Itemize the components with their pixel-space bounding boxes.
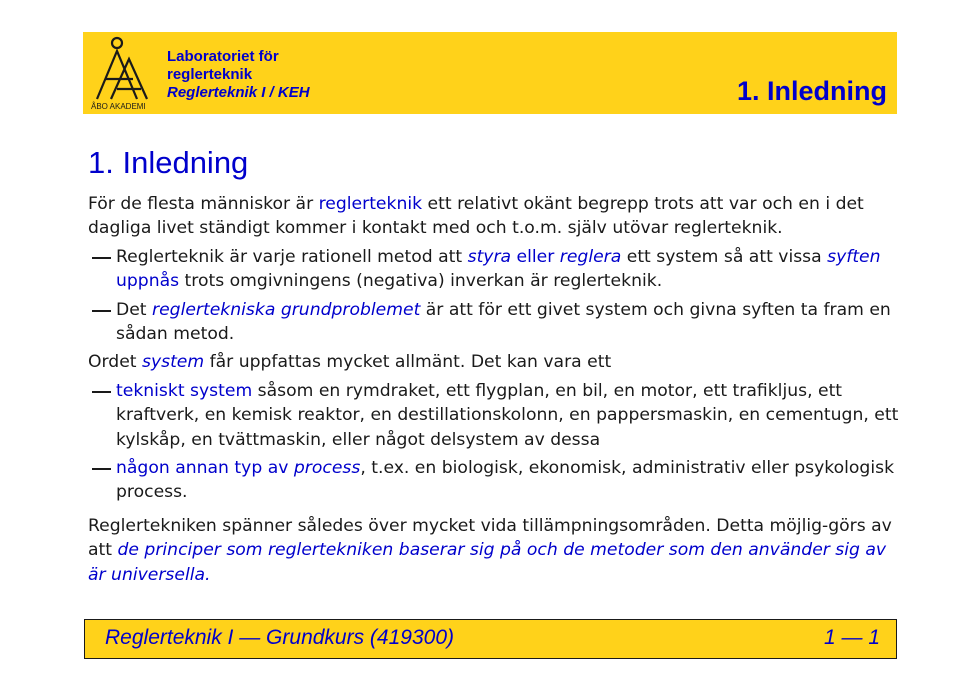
bullet-item-definition <box>88 245 903 294</box>
bullet-item-technical <box>88 379 903 452</box>
org-block <box>167 48 310 102</box>
intro-paragraph <box>88 192 903 241</box>
text-run: Ordet <box>88 352 142 373</box>
term-tekniskt-system: tekniskt system <box>116 380 253 401</box>
dash-icon <box>92 257 111 259</box>
closing-paragraph <box>88 514 903 587</box>
text-run: Det <box>116 299 153 320</box>
footer-page-number: 1 — 1 <box>823 626 880 649</box>
text-run: ett system så att vissa <box>621 246 828 267</box>
bullet-item-problem <box>88 298 903 347</box>
term-annan-typ: någon annan typ av <box>116 458 294 479</box>
footer-course: Reglerteknik I — Grundkurs (419300) <box>105 626 454 649</box>
dash-icon <box>92 391 111 393</box>
text-run: eller <box>511 246 560 267</box>
term-syften: syften <box>827 246 881 267</box>
org-line1: Laboratoriet för <box>167 48 279 65</box>
footer-bar <box>84 619 897 659</box>
term-reglera: reglera <box>559 246 622 267</box>
text-run: trots omgivningens (negativa) inverkan är reglerteknik. <box>179 271 663 292</box>
dash-icon <box>92 310 111 312</box>
header-band <box>83 32 897 114</box>
term-system: system <box>141 352 205 373</box>
page-title: 1. Inledning <box>88 145 249 180</box>
term-reglerteknik: reglerteknik <box>318 194 423 214</box>
term-process: process <box>293 458 361 479</box>
system-paragraph <box>88 350 903 374</box>
text-run: såsom en rymdraket, ett flygplan, en bil, en motor, ett trafikljus, ett kraftverk, en kemisk reaktor, en destillationskolonn, en pappersmaskin, en cementugn, ett kylskåp, en tvättmaskin, eller något delsystem av dessa <box>116 380 899 450</box>
term-grundproblemet: reglertekniska grundproblemet <box>152 299 421 320</box>
bullet-item-process <box>88 456 903 505</box>
text-run: får uppfattas mycket allmänt. Det kan vara ett <box>204 352 612 373</box>
text-run: Reglertekniken spänner således över mycket vida tillämpningsområden. Detta möjlig-görs av att <box>88 515 892 561</box>
text-run: För de flesta människor är <box>88 194 319 214</box>
abo-akademi-logo-icon <box>89 35 155 111</box>
header-chapter: 1. Inledning <box>736 76 887 106</box>
course-line: Reglerteknik I / KEH <box>167 84 310 101</box>
text-run: , t.ex. en biologisk, ekonomisk, administrativ eller psykologisk process. <box>116 458 895 503</box>
logo-caption: ÅBO AKADEMI <box>91 102 146 111</box>
dash-icon <box>92 468 111 470</box>
term-uppnas: uppnås <box>116 271 180 292</box>
text-run: är att för ett givet system och givna syften ta fram en sådan metod. <box>116 299 891 345</box>
term-principer: de principer som reglertekniken baserar sig på och de metoder som den använder sig av är universella. <box>88 540 887 585</box>
text-run: Reglerteknik är varje rationell metod att <box>116 246 468 267</box>
spacer <box>88 505 903 514</box>
term-styra: styra <box>467 246 512 267</box>
text-run: ett relativt okänt begrepp trots att var och en i det dagliga livet ständigt kommer i kontakt med och t.o.m. själv utövar reglerteknik. <box>88 194 864 239</box>
main-content <box>88 192 903 587</box>
org-line2: reglerteknik <box>167 66 253 83</box>
